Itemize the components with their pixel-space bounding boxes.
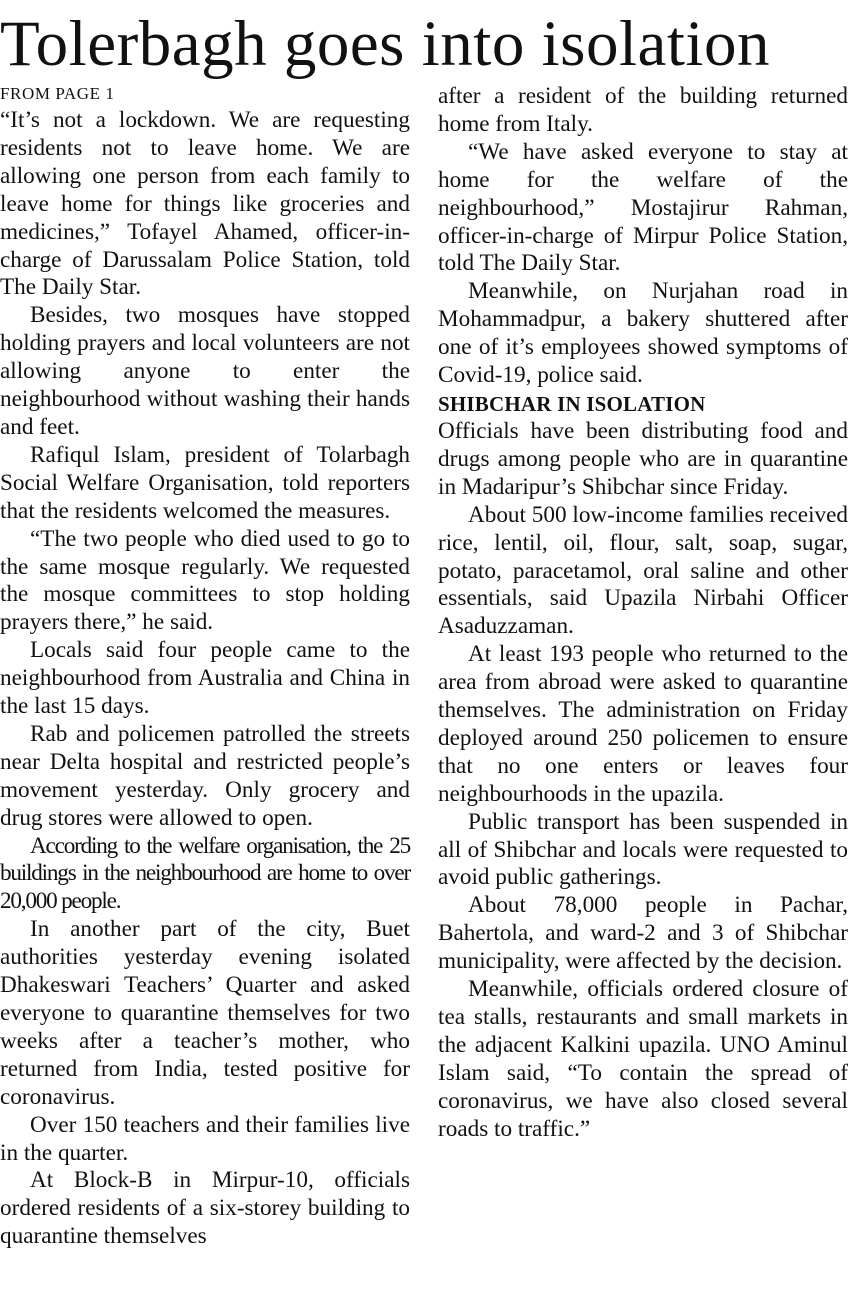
paragraph: Over 150 teachers and their families live in the quarter.	[0, 1111, 410, 1166]
paragraph: Besides, two mosques have stopped holding prayers and local volunteers are not allowing anyone to enter the neighbourhood without washing their hands and feet.	[0, 302, 410, 440]
paragraph: Officials have been distributing food and drugs among people who are in quarantine in Madaripur’s Shibchar since Friday.	[438, 417, 848, 500]
paragraph: after a resident of the building returned home from Italy.	[438, 83, 848, 137]
paragraph: In another part of the city, Buet authorities yesterday evening isolated Dhakeswari Teachers’ Quarter and asked everyone to quarantine themselves for two weeks after a teacher’s mother, who returned from India, tested positive for coronavirus.	[0, 916, 410, 1110]
kicker: FROM PAGE 1	[0, 84, 115, 103]
paragraph: Meanwhile, on Nurjahan road in Mohammadpur, a bakery shuttered after one of it’s employees showed symptoms of Covid-19, police said.	[438, 278, 848, 389]
paragraph: At Block-B in Mirpur-10, officials ordered residents of a six-storey building to quarantine themselves	[0, 1167, 410, 1250]
paragraph: “It’s not a lockdown. We are requesting residents not to leave home. We are allowing one person from each family to leave home for things like groceries and medicines,” Tofayel Ahamed, officer-in-charge of Darussalam Police Station, told The Daily Star.	[0, 107, 410, 301]
article-column-left	[0, 82, 410, 1251]
paragraph: Rab and policemen patrolled the streets near Delta hospital and restricted people’s movement yesterday. Only grocery and drug stores were allowed to open.	[0, 720, 410, 831]
paragraph: “The two people who died used to go to the same mosque regularly. We requested the mosque committees to stop holding prayers there,” he said.	[0, 525, 410, 636]
paragraph: Locals said four people came to the neighbourhood from Australia and China in the last 15 days.	[0, 637, 410, 720]
subhead: SHIBCHAR IN ISOLATION	[438, 391, 706, 416]
paragraph: According to the welfare organisation, the 25 buildings in the neighbourhood are home to over 20,000 people.	[0, 832, 410, 915]
paragraph: “We have asked everyone to stay at home for the welfare of the neighbourhood,” Mostajirur Rahman, officer-in-charge of Mirpur Police Station, told The Daily Star.	[438, 138, 848, 277]
paragraph: Rafiqul Islam, president of Tolarbagh Social Welfare Organisation, told reporters that the residents welcomed the measures.	[0, 441, 410, 524]
paragraph: About 78,000 people in Pachar, Bahertola, and ward-2 and 3 of Shibchar municipality, were affected by the decision.	[438, 892, 848, 975]
paragraph: About 500 low-income families received rice, lentil, oil, flour, salt, soap, sugar, potato, paracetamol, oral saline and other essentials, said Upazila Nirbahi Officer Asaduzzaman.	[438, 501, 848, 640]
article-column-right	[438, 83, 848, 1144]
paragraph: Public transport has been suspended in all of Shibchar and locals were requested to avoid public gatherings.	[438, 808, 848, 891]
headline: Tolerbagh goes into isolation	[0, 8, 770, 80]
paragraph: Meanwhile, officials ordered closure of tea stalls, restaurants and small markets in the adjacent Kalkini upazila. UNO Aminul Islam said, “To contain the spread of coronavirus, we have also closed several roads to traffic.”	[438, 976, 848, 1142]
paragraph: At least 193 people who returned to the area from abroad were asked to quarantine themselves. The administration on Friday deployed around 250 policemen to ensure that no one enters or leaves four neighbourhoods in the upazila.	[438, 641, 848, 807]
